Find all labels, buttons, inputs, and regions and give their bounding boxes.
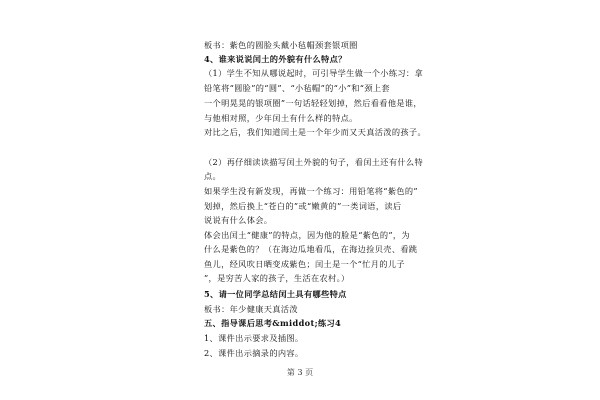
text-line: 5、请一位同学总结闰土具有哪些特点 xyxy=(204,289,347,299)
text-line: 划掉，然后换上“苍白的”或“嫩黄的”一类词语，读后 xyxy=(204,201,402,211)
text-line: 鱼儿，经风吹日晒变成紫色；闰土是一个“忙月的儿子 xyxy=(204,259,405,269)
text-line: 与他相对照，少年闰土有什么样的特点。 xyxy=(204,113,358,123)
text-line: 板书：紫色的圆脸头戴小毡帽颈套银项圈 xyxy=(204,40,358,50)
text-line: 4、谁来说说闰土的外貌有什么特点？ xyxy=(204,54,347,64)
page-number: 第 3 页 xyxy=(286,368,314,377)
text-line: （1）学生不知从哪说起时，可引导学生做一个小练习：拿 xyxy=(204,68,423,78)
text-line: 点。 xyxy=(204,171,222,181)
text-line: （2）再仔细读读描写闰土外貌的句子，看闰土还有什么特 xyxy=(204,157,423,167)
text-line: 板书：年少健康天真活泼 xyxy=(204,304,298,314)
text-line: 2、课件出示摘录的内容。 xyxy=(204,348,304,358)
text-line: 对比之后，我们知道闰土是一个年少而又天真活泼的孩子。 xyxy=(204,127,426,137)
text-line: 铅笔将“圆脸”的“圆”、“小毡帽”的“小”和“颈上套 xyxy=(204,83,390,93)
text-line: 如果学生没有新发现，再做一个练习：用铅笔将“紫色的” xyxy=(204,186,418,196)
text-line: 一个明晃晃的银项圈”一句话轻轻划掉，然后看看他是谁， xyxy=(204,98,422,108)
text-line: ”，是穷苦人家的孩子，生活在农村。） xyxy=(204,273,350,283)
text-line: 体会出闰土“健康”的特点，因为他的脸是“紫色的”，为 xyxy=(204,230,410,240)
text-line: 1、课件出示要求及插图。 xyxy=(204,333,304,343)
text-line: 什么是紫色的？（在海边瓜地看瓜，在海边捡贝壳、看跳 xyxy=(204,244,418,254)
text-line: 五、指导课后思考&middot;练习4 xyxy=(204,318,342,328)
text-line: 说说有什么体会。 xyxy=(204,215,273,225)
